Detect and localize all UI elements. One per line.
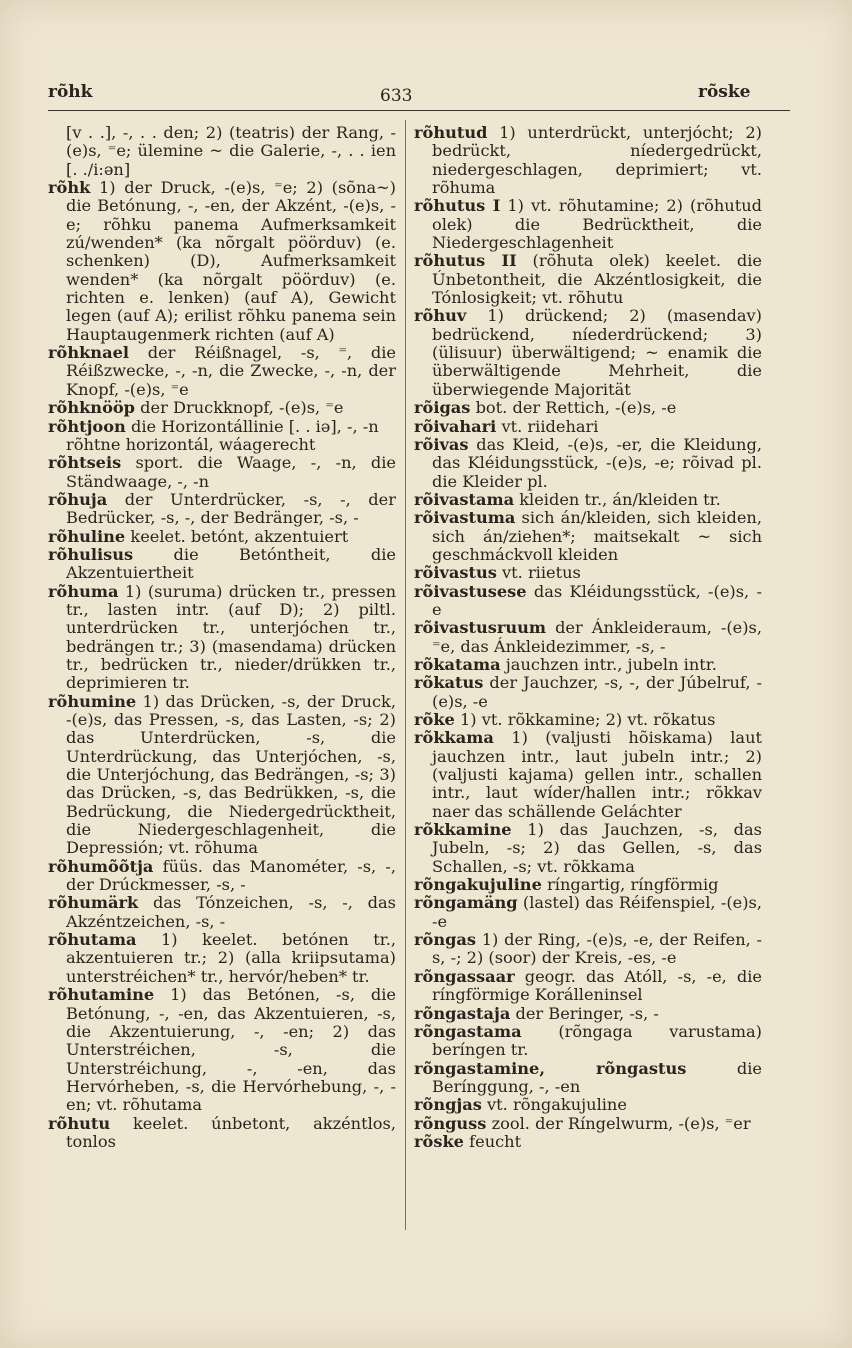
- entry-definition: keelet. únbetont, akzéntlos, tonlos: [66, 1113, 396, 1151]
- dictionary-entry: [414, 307, 762, 399]
- entry-headword: rõske: [414, 1131, 464, 1151]
- entry-headword: rõngassaar: [414, 966, 515, 986]
- entry-headword: rõhuja: [48, 489, 108, 509]
- entry-headword: rõhumõõtja: [48, 856, 154, 876]
- entry-headword: rõke: [414, 710, 455, 729]
- entry-definition: 1) drückend; 2) (masendav) bedrückend, níederdrückend; 3) (ülisuur) überwältigend; ~ enamik die überwältigende Mehrheit, die überwiegende Majorität: [432, 306, 762, 399]
- entry-definition: der Ánkleideraum, -(e)s, ⁼e, das Ánkleidezimmer, -s, -: [432, 618, 762, 656]
- dictionary-entry: [414, 968, 762, 1005]
- entry-definition: geogr. das Atóll, -s, -e, die ríngförmige Korálleninsel: [432, 966, 763, 1005]
- entry-definition: das Kleid, -(e)s, -er, die Kleidung, das Kléidungsstück, -(e)s, -e; rõivad pl. die Kleider pl.: [432, 434, 762, 491]
- entry-definition: vt. riietus: [502, 563, 581, 583]
- entry-headword: rõivastuma: [414, 508, 516, 528]
- entry-definition: (rõngaga varustama) beríngen tr.: [432, 1021, 762, 1060]
- entry-headword: rõnguss: [414, 1113, 487, 1133]
- dictionary-entry: [414, 876, 762, 894]
- dictionary-entry: [48, 124, 396, 179]
- dictionary-entry: [48, 1115, 396, 1152]
- dictionary-entry: [414, 491, 762, 509]
- entry-definition: jauchzen intr., jubeln intr.: [505, 654, 717, 674]
- dictionary-entry: [414, 729, 762, 821]
- dictionary-entry: [414, 894, 762, 931]
- dictionary-entry: [414, 656, 762, 674]
- dictionary-entry: [48, 583, 396, 693]
- entry-definition: vt. rõngakujuline: [487, 1095, 627, 1115]
- header-rule: [48, 110, 790, 111]
- entry-definition: ríngartig, ríngförmig: [547, 875, 719, 895]
- entry-definition: (lastel) das Réifenspiel, -(e)s, -e: [432, 893, 762, 931]
- entry-headword: rõhulisus: [48, 544, 134, 564]
- dictionary-entry: [48, 693, 396, 858]
- entry-headword: rõhumine: [48, 691, 137, 711]
- dictionary-entry: [414, 674, 762, 711]
- entry-headword: rõkatus: [414, 673, 484, 693]
- entry-headword: rõngakujuline: [414, 875, 542, 895]
- entry-headword: rõivastusese: [414, 581, 527, 601]
- entry-definition: [v . .], -, . . den; 2) (teatris) der Rang, -(e)s, ⁼e; ülemine ~ die Galerie, -, . . ien [. ./i:ən]: [66, 123, 396, 179]
- entry-headword: rõhuv: [414, 306, 467, 326]
- entry-headword: rõngamäng: [414, 893, 518, 913]
- dictionary-entry: [414, 197, 762, 252]
- entry-headword: rõhtseis: [48, 453, 122, 473]
- entry-definition: feucht: [469, 1131, 522, 1151]
- dictionary-entry: [414, 931, 762, 968]
- dictionary-entry: [414, 124, 762, 197]
- dictionary-entry: [48, 858, 396, 895]
- dictionary-entry: [48, 344, 396, 399]
- entry-definition: 1) der Druck, -(e)s, ⁼e; 2) (sõna~) die Betónung, -, -en, der Akzént, -(e)s, -e; rõhku panema Aufmerksamkeit zú/wenden* (ka nõrgalt pöörduv) (e. schenken) (D), Aufmerksamkeit wenden* (ka nõrgalt pöörduv) (e. richten e. lenken) (auf A), Gewicht legen (auf A); erilist rõhku panema sein Hauptaugenmerk richten (auf A): [66, 178, 396, 344]
- entry-definition: die Berínggung, -, -en: [432, 1058, 762, 1096]
- entry-headword: rõkatama: [414, 654, 501, 674]
- dictionary-entry: [48, 528, 396, 546]
- entry-definition: der Réißnagel, -s, ⁼, die Réißzwecke, -, -n, die Zwecke, -, -n, der Knopf, -(e)s, ⁼e: [66, 343, 397, 399]
- entry-definition: der Druckknopf, -(e)s, ⁼e: [140, 398, 344, 418]
- entry-headword: rõhuma: [48, 581, 119, 601]
- entry-headword: rõngjas: [414, 1095, 482, 1115]
- entry-headword: rõhknööp: [48, 398, 135, 418]
- entry-definition: der Jauchzer, -s, -, der Júbelruf, -(e)s, -e: [432, 673, 762, 711]
- entry-definition: sport. die Waage, -, -n, die Ständwaage, -, -n: [66, 453, 397, 491]
- entry-definition: das Kléidungsstück, -(e)s, -e: [432, 581, 762, 619]
- entry-definition: die Horizontállinie [. . iə], -, -n: [130, 416, 379, 436]
- entry-headword: rõhutama: [48, 930, 137, 950]
- dictionary-entry: [414, 509, 762, 564]
- entry-headword: rõhk: [48, 178, 91, 198]
- entry-headword: rõhutu: [48, 1113, 111, 1133]
- dictionary-entry: [414, 436, 762, 491]
- left-column: [48, 124, 396, 1151]
- page-number: 633: [380, 86, 413, 106]
- dictionary-entry: [48, 546, 396, 583]
- dictionary-entry: [414, 1023, 762, 1060]
- entry-headword: rõkkamine: [414, 820, 512, 840]
- entry-definition: zool. der Ríngelwurm, -(e)s, ⁼er: [491, 1113, 751, 1133]
- entry-definition: 1) das Jauchzen, -s, das Jubeln, -s; 2) das Gellen, -s, das Schallen, -s; vt. rõkkama: [432, 820, 762, 876]
- entry-headword: rõkkama: [414, 728, 494, 748]
- entry-headword: rõhumärk: [48, 893, 139, 913]
- dictionary-entry: [414, 711, 762, 729]
- entry-headword: rõhuline: [48, 526, 126, 546]
- entry-definition: 1) (suruma) drücken tr., pressen tr., lasten intr. (auf D); 2) piltl. unterdrücken tr., unterjóchen tr., bedrängen tr.; 3) (masendama) drücken tr., bedrücken tr., nieder/drükken tr., deprimieren tr.: [66, 581, 396, 693]
- running-head-left: rõhk: [48, 82, 93, 102]
- entry-definition: 1) keelet. betónen tr., akzentuieren tr.; 2) (alla kriipsutama) unterstréichen* tr., hervór/heben* tr.: [66, 930, 396, 986]
- entry-headword: rõngastamine, rõngastus: [414, 1058, 687, 1078]
- entry-headword: rõhtjoon: [48, 416, 126, 436]
- entry-headword: rõhutus II: [414, 251, 517, 271]
- entry-headword: rõivas: [414, 434, 469, 454]
- dictionary-entry: [414, 1115, 762, 1133]
- dictionary-entry: [414, 1133, 762, 1151]
- dictionary-entry: [48, 399, 396, 417]
- entry-definition: 1) der Ring, -(e)s, -e, der Reifen, -s, -; 2) (soor) der Kreis, -es, -e: [432, 930, 762, 968]
- entry-headword: rõhutus I: [414, 196, 501, 216]
- entry-headword: rõngas: [414, 930, 477, 950]
- entry-definition: kleiden tr., án/kleiden tr.: [519, 489, 721, 509]
- dictionary-entry: [48, 491, 396, 528]
- entry-definition: der Unterdrücker, -s, -, der Bedrücker, -s, -, der Bedränger, -s, -: [66, 489, 396, 528]
- entry-headword: rõivastus: [414, 563, 497, 583]
- entry-definition: 1) vt. rõkkamine; 2) vt. rõkatus: [460, 710, 716, 729]
- entry-definition: sich án/kleiden, sich kleiden, sich án/ziehen*; maitsekalt ~ sich geschmáckvoll kleiden: [432, 508, 762, 564]
- dictionary-entry: [48, 454, 396, 491]
- dictionary-entry: [414, 821, 762, 876]
- entry-definition: 1) das Drücken, -s, der Druck, -(e)s, das Pressen, -s, das Lasten, -s; 2) das Unterdrücken, -s, die Unterdrückung, das Unterjóchen, -s, die Unterjóchung, das Bedrängen, -s; 3) das Drücken, -s, das Bedrükken, -s, die Bedrückung, die Niedergedrücktheit, die Niedergeschlagenheit, die Depressión; vt. rõhuma: [66, 691, 396, 858]
- entry-headword: rõivahari: [414, 416, 497, 436]
- running-head-right: rõske: [698, 82, 751, 102]
- entry-headword: rõivastusruum: [414, 618, 547, 638]
- entry-definition: die Betóntheit, die Akzentuiertheit: [66, 544, 396, 583]
- entry-definition: bot. der Rettich, -(e)s, -e: [475, 398, 677, 418]
- dictionary-entry: [414, 418, 762, 436]
- entry-definition: rõhtne horizontál, wáagerecht: [66, 434, 316, 454]
- right-column: [414, 124, 762, 1151]
- dictionary-entry: [48, 986, 396, 1114]
- dictionary-entry: [414, 1005, 762, 1023]
- entry-headword: rõhknael: [48, 343, 130, 363]
- dictionary-entry: [48, 418, 396, 436]
- dictionary-entry: [48, 931, 396, 986]
- entry-definition: 1) (valjusti hõiskama) laut jauchzen intr., laut jubeln intr.; 2) (valjusti kajama) gellen intr., schallen intr., laut wíder/hallen intr.; rõkkav naer das schällende Geláchter: [432, 728, 762, 821]
- dictionary-entry: [48, 179, 396, 344]
- entry-definition: (rõhuta olek) keelet. die Únbetontheit, die Akzéntlosigkeit, die Tónlosigkeit; vt. rõhutu: [432, 251, 762, 308]
- dictionary-entry: [414, 564, 762, 582]
- entry-definition: keelet. betónt, akzentuiert: [130, 526, 349, 546]
- dictionary-entry: [414, 619, 762, 656]
- dictionary-entry: [414, 399, 762, 417]
- entry-definition: der Beringer, -s, -: [515, 1003, 659, 1023]
- entry-headword: rõngastama: [414, 1021, 522, 1041]
- entry-headword: rõhutamine: [48, 985, 155, 1005]
- entry-headword: rõngastaja: [414, 1003, 511, 1023]
- entry-definition: 1) vt. rõhutamine; 2) (rõhutud olek) die Bedrücktheit, die Niedergeschlagenheit: [432, 196, 762, 253]
- entry-definition: 1) das Betónen, -s, die Betónung, -, -en, das Akzentuieren, -s, die Akzentuierung, -, -en; 2) das Unterstréichen, -s, die Unterstréichung, -, -en, das Hervórheben, -s, die Hervórhebung, -, -en; vt. rõhutama: [66, 985, 396, 1115]
- entry-definition: füüs. das Manométer, -s, -, der Drúckmesser, -s, -: [66, 856, 396, 895]
- dictionary-entry: [414, 252, 762, 307]
- dictionary-entry: [414, 1096, 762, 1114]
- entry-definition: das Tónzeichen, -s, -, das Akzéntzeichen, -s, -: [66, 893, 396, 931]
- dictionary-entry: [414, 583, 762, 620]
- entry-headword: rõhutud: [414, 123, 488, 142]
- entry-headword: rõigas: [414, 398, 471, 418]
- dictionary-entry: [48, 436, 396, 454]
- entry-definition: vt. riidehari: [501, 416, 599, 436]
- dictionary-entry: [48, 894, 396, 931]
- dictionary-entry: [414, 1060, 762, 1097]
- entry-headword: rõivastama: [414, 489, 515, 509]
- entry-definition: 1) unterdrückt, unterjócht; 2) bedrückt, níedergedrückt, niedergeschlagen, deprimiert; vt. rõhuma: [432, 123, 762, 198]
- column-divider: [405, 120, 406, 1230]
